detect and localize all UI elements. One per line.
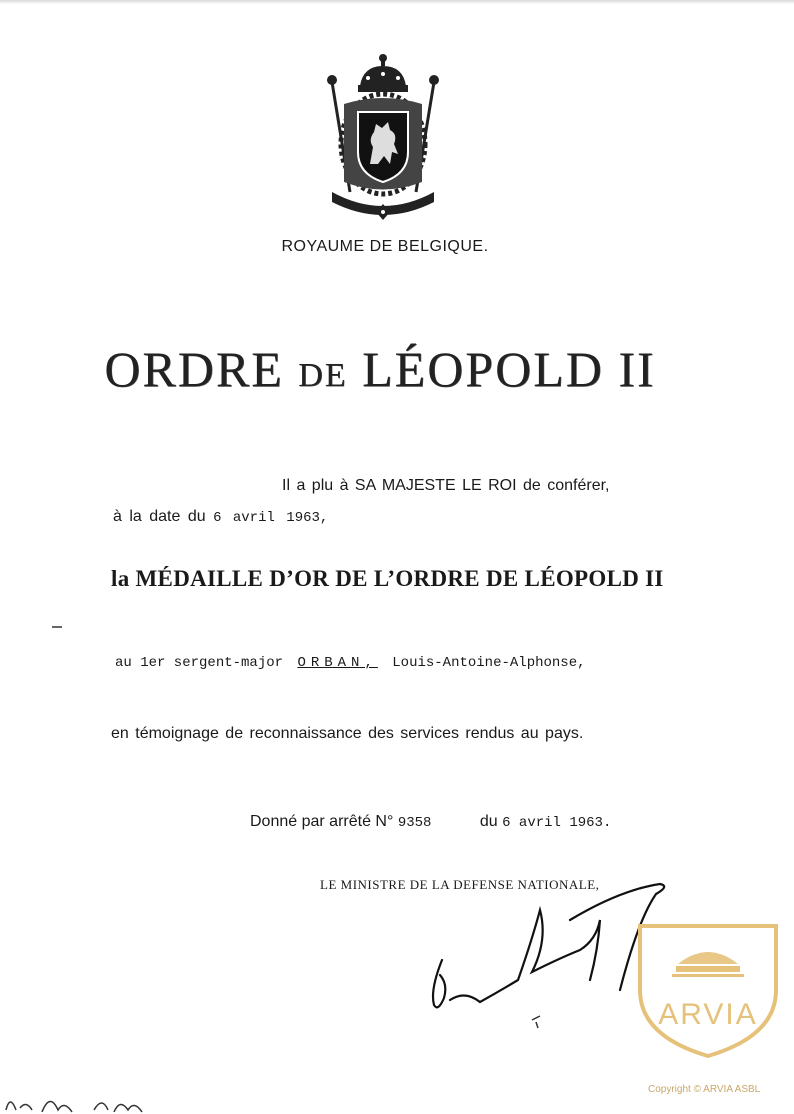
recipient-surname: ORBAN, (297, 655, 378, 671)
decree-du: du (479, 813, 498, 830)
belgian-coat-of-arms-icon (318, 52, 448, 222)
signatory-title: LE MINISTRE DE LA DEFENSE NATIONALE, (320, 877, 600, 892)
recipient-given-names: Louis-Antoine-Alphonse, (392, 655, 586, 671)
recognition-line: en témoignage de reconnaissance des services rendus au pays. (111, 725, 584, 742)
kingdom-heading: ROYAUME DE BELGIQUE. (281, 238, 489, 255)
medal-name: la MÉDAILLE D’OR DE L’ORDRE DE LÉOPOLD II (111, 566, 664, 591)
arvia-watermark (632, 920, 784, 1060)
conferral-date: 6 avril 1963, (213, 510, 329, 526)
margin-mark (52, 626, 62, 628)
handwritten-note-icon (2, 1090, 172, 1114)
arvia-shield-icon (632, 920, 784, 1060)
order-title-name: LÉOPOLD II (362, 341, 656, 397)
recipient-rank: au 1er sergent-major (115, 655, 284, 671)
decree-number: 9358 (397, 815, 432, 831)
conferral-date-line (113, 508, 328, 526)
recipient-line (115, 655, 586, 671)
conferral-line: Il a plu à SA MAJESTE LE ROI de conférer, (282, 477, 610, 494)
date-prefix: à la date du (113, 508, 206, 525)
decree-date: 6 avril 1963. (502, 815, 612, 831)
page-top-edge (0, 0, 794, 4)
decree-prefix: Donné par arrêté N° (250, 813, 394, 830)
decree-line (250, 813, 611, 831)
order-title-word: ORDRE (104, 341, 284, 397)
order-title-de: DE (298, 357, 348, 394)
order-title (0, 340, 760, 398)
arvia-brand-text: ARVIA (658, 998, 758, 1031)
copyright-notice: Copyright © ARVIA ASBL (648, 1084, 761, 1095)
